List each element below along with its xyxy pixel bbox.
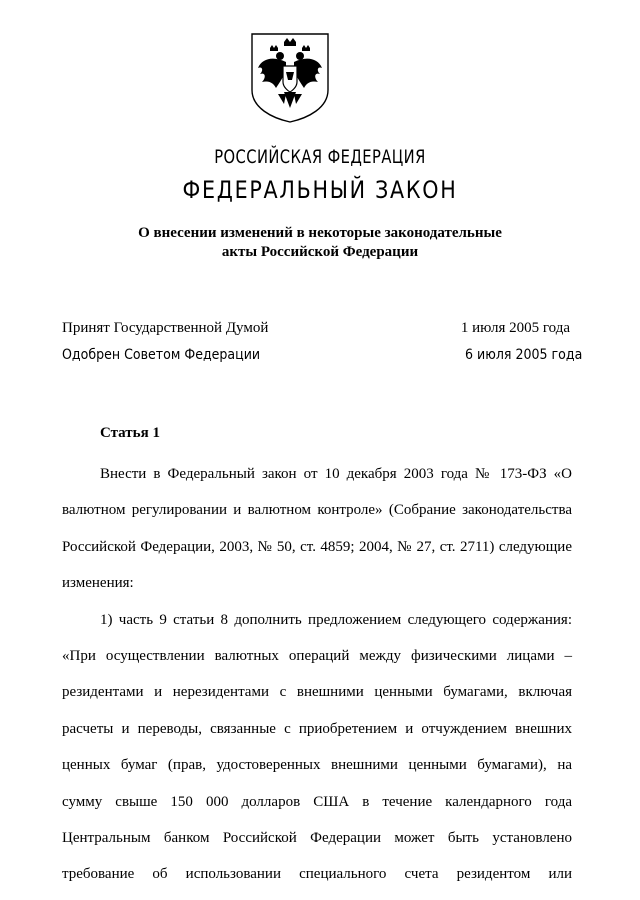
text-line: расчеты и переводы, связанные с приобретением и отчуждением внешних	[62, 720, 572, 737]
document-type-heading: ФЕДЕРАЛЬНЫЙ ЗАКОН	[182, 176, 458, 204]
country-heading: РОССИЙСКАЯ ФЕДЕРАЦИЯ	[214, 146, 426, 168]
russian-coat-of-arms-icon	[250, 32, 330, 124]
article-heading: Статья 1	[100, 425, 160, 441]
text-line: резидентами и нерезидентами с внешними ценными бумагами, включая	[62, 684, 572, 701]
text-line: Центральным банком Российской Федерации может быть установлено	[62, 830, 572, 847]
paragraph-2	[62, 602, 572, 893]
text-line: Российской Федерации, 2003, № 50, ст. 4859; 2004, № 27, ст. 2711) следующие	[62, 538, 572, 555]
text-line: изменения:	[62, 575, 134, 592]
text-line: ценных бумаг (прав, удостоверенных внешними ценными бумагами), на	[62, 757, 572, 774]
text-line: требование об использовании специального счета резидентом или	[62, 866, 572, 883]
text-line: 1) часть 9 статьи 8 дополнить предложением следующего содержания:	[100, 611, 572, 628]
paragraph-1	[62, 456, 572, 602]
text-line: сумму свыше 150 000 долларов США в течение календарного года	[62, 793, 572, 810]
law-title-line: О внесении изменений в некоторые законодательные	[138, 225, 502, 241]
approved-date: 6 июля 2005 года	[464, 347, 582, 363]
law-title-line: акты Российской Федерации	[221, 244, 419, 260]
law-title	[0, 224, 640, 262]
text-line: Внести в Федеральный закон от 10 декабря 2003 года № 173-ФЗ «О	[100, 466, 572, 482]
adopted-by: Принят Государственной Думой	[62, 320, 269, 336]
text-line: валютном регулировании и валютном контроле» (Собрание законодательства	[62, 502, 572, 519]
text-line: «При осуществлении валютных операций между физическими лицами –	[62, 648, 572, 665]
article-body	[62, 456, 572, 893]
approved-by: Одобрен Советом Федерации	[62, 347, 261, 363]
adopted-date: 1 июля 2005 года	[460, 320, 570, 336]
